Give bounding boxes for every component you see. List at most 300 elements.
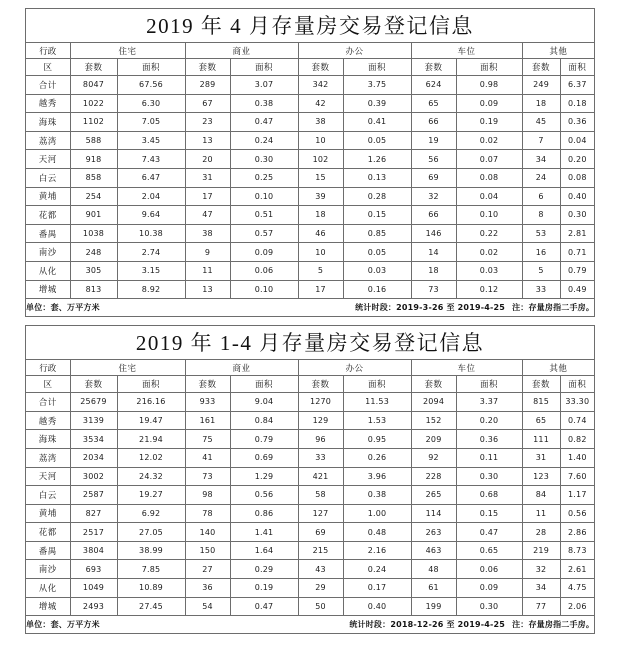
table-cell: 0.17 (343, 579, 411, 598)
header-group-row (26, 43, 594, 59)
table-cell: 0.02 (456, 131, 522, 150)
row-header-district: 天河 (26, 150, 70, 169)
table-cell: 827 (70, 504, 117, 523)
header-sub-parking-count: 套数 (411, 59, 456, 76)
header-sub-office-area: 面积 (343, 59, 411, 76)
header-sub-residential-area: 面积 (117, 59, 185, 76)
table-cell: 38 (298, 113, 343, 132)
table-cell: 1.29 (230, 467, 298, 486)
table-cell: 0.20 (560, 150, 594, 169)
table-cell: 8.73 (560, 541, 594, 560)
table-cell: 7.85 (117, 560, 185, 579)
table-cell: 67.56 (117, 76, 185, 95)
row-header-district: 番禺 (26, 541, 70, 560)
table-cell: 8.92 (117, 280, 185, 299)
footnote-row (26, 616, 594, 634)
table-cell: 0.30 (456, 597, 522, 616)
table-cell: 219 (522, 541, 560, 560)
table-cell: 0.13 (343, 168, 411, 187)
table-cell: 0.56 (230, 486, 298, 505)
table-cell: 33 (522, 280, 560, 299)
table-cell: 0.12 (456, 280, 522, 299)
table-row (26, 206, 594, 225)
table-row (26, 411, 594, 430)
table-cell: 66 (411, 206, 456, 225)
table-cell: 58 (298, 486, 343, 505)
table-cell: 0.02 (456, 243, 522, 262)
table-cell: 2.04 (117, 187, 185, 206)
table-row (26, 448, 594, 467)
table-cell: 0.04 (560, 131, 594, 150)
table-cell: 3.07 (230, 76, 298, 95)
table-row (26, 168, 594, 187)
header-corner-line2: 区 (26, 376, 70, 393)
header-group-other: 其他 (522, 360, 594, 376)
table-cell: 0.56 (560, 504, 594, 523)
table-cell: 146 (411, 224, 456, 243)
table-cell: 2.81 (560, 224, 594, 243)
table-cell: 41 (185, 448, 230, 467)
table-cell: 0.69 (230, 448, 298, 467)
footnote-row (26, 299, 594, 317)
header-sub-row (26, 59, 594, 76)
table-body (26, 76, 594, 299)
table-cell: 45 (522, 113, 560, 132)
table-cell: 0.18 (560, 94, 594, 113)
table-cell: 0.09 (230, 243, 298, 262)
table-cell: 263 (411, 523, 456, 542)
table-cell: 77 (522, 597, 560, 616)
table-cell: 19.27 (117, 486, 185, 505)
table-cell: 0.30 (560, 206, 594, 225)
table-cell: 20 (185, 150, 230, 169)
table-cell: 75 (185, 430, 230, 449)
table-cell: 0.40 (560, 187, 594, 206)
table-cell: 0.16 (343, 280, 411, 299)
table-header (26, 360, 594, 393)
table-title-row (26, 9, 594, 43)
table-cell: 265 (411, 486, 456, 505)
row-header-district: 白云 (26, 168, 70, 187)
header-sub-office-count: 套数 (298, 376, 343, 393)
table-row (26, 430, 594, 449)
table-cell: 0.07 (456, 150, 522, 169)
table-cell: 7.43 (117, 150, 185, 169)
table-cell: 2034 (70, 448, 117, 467)
table-cell: 24.32 (117, 467, 185, 486)
table-cell: 123 (522, 467, 560, 486)
footnote-period: 统计时段：2019-3-26 至 2019-4-25 (355, 303, 506, 313)
table-cell: 24 (522, 168, 560, 187)
table-header (26, 43, 594, 76)
table-cell: 54 (185, 597, 230, 616)
report-table-block-cumulative (25, 325, 595, 634)
table-cell: 78 (185, 504, 230, 523)
table-cell: 10.89 (117, 579, 185, 598)
table-cell: 199 (411, 597, 456, 616)
table-cell: 48 (411, 560, 456, 579)
table-row (26, 224, 594, 243)
table-cell: 161 (185, 411, 230, 430)
row-header-district: 越秀 (26, 94, 70, 113)
table-cell: 2.86 (560, 523, 594, 542)
table-cell: 9.64 (117, 206, 185, 225)
table-cell: 209 (411, 430, 456, 449)
row-header-district: 南沙 (26, 243, 70, 262)
table-cell: 8 (522, 206, 560, 225)
row-header-district: 天河 (26, 467, 70, 486)
table-cell: 2517 (70, 523, 117, 542)
table-cell: 0.24 (343, 560, 411, 579)
header-sub-residential-count: 套数 (70, 59, 117, 76)
table-cell: 150 (185, 541, 230, 560)
footnote-unit: 单位：套、万平方米 (26, 303, 100, 313)
row-header-district: 花都 (26, 206, 70, 225)
table-cell: 0.30 (230, 150, 298, 169)
table-cell: 98 (185, 486, 230, 505)
table-cell: 0.74 (560, 411, 594, 430)
table-cell: 0.57 (230, 224, 298, 243)
table-cell: 7 (522, 131, 560, 150)
table-cell: 0.49 (560, 280, 594, 299)
table-cell: 17 (185, 187, 230, 206)
table-row (26, 486, 594, 505)
table-cell: 8047 (70, 76, 117, 95)
table-cell: 14 (411, 243, 456, 262)
table-cell: 0.08 (456, 168, 522, 187)
table-cell: 0.38 (230, 94, 298, 113)
table-cell: 0.24 (230, 131, 298, 150)
table-cell: 47 (185, 206, 230, 225)
table-cell: 249 (522, 76, 560, 95)
row-header-district: 南沙 (26, 560, 70, 579)
table-cell: 67 (185, 94, 230, 113)
table-cell: 0.48 (343, 523, 411, 542)
table-row (26, 467, 594, 486)
table-cell: 16 (522, 243, 560, 262)
table-cell: 25679 (70, 393, 117, 412)
row-header-district: 荔湾 (26, 448, 70, 467)
table-cell: 0.41 (343, 113, 411, 132)
table-cell: 33 (298, 448, 343, 467)
table-cell: 1049 (70, 579, 117, 598)
table-cell: 0.08 (560, 168, 594, 187)
header-group-parking: 车位 (411, 43, 522, 59)
table-cell: 0.03 (456, 261, 522, 280)
header-group-commercial: 商业 (185, 360, 298, 376)
table-cell: 9.04 (230, 393, 298, 412)
table-cell: 6.30 (117, 94, 185, 113)
table-cell: 0.86 (230, 504, 298, 523)
table-cell: 19 (411, 131, 456, 150)
table-cell: 918 (70, 150, 117, 169)
table-cell: 0.19 (456, 113, 522, 132)
table-cell: 0.38 (343, 486, 411, 505)
table-row (26, 243, 594, 262)
table-cell: 5 (298, 261, 343, 280)
table-cell: 0.05 (343, 131, 411, 150)
table-cell: 0.05 (343, 243, 411, 262)
footnote-note: 注：存量房指二手房。 (512, 620, 595, 630)
row-header-district: 合计 (26, 393, 70, 412)
table-cell: 0.40 (343, 597, 411, 616)
table-cell: 102 (298, 150, 343, 169)
table-cell: 0.09 (456, 579, 522, 598)
header-group-other: 其他 (522, 43, 594, 59)
table-cell: 254 (70, 187, 117, 206)
table-cell: 2.74 (117, 243, 185, 262)
header-sub-parking-count: 套数 (411, 376, 456, 393)
header-corner-line2: 区 (26, 59, 70, 76)
table-cell: 69 (411, 168, 456, 187)
table-cell: 92 (411, 448, 456, 467)
table-cell: 0.25 (230, 168, 298, 187)
table-cell: 66 (411, 113, 456, 132)
table-cell: 1.64 (230, 541, 298, 560)
table-cell: 0.03 (343, 261, 411, 280)
table-cell: 0.29 (230, 560, 298, 579)
header-sub-parking-area: 面积 (456, 59, 522, 76)
table-cell: 27.45 (117, 597, 185, 616)
table-title-row (26, 326, 594, 360)
table-cell: 69 (298, 523, 343, 542)
table-cell: 1.00 (343, 504, 411, 523)
table-cell: 0.15 (343, 206, 411, 225)
table-cell: 0.47 (230, 597, 298, 616)
table-cell: 6.37 (560, 76, 594, 95)
header-sub-office-area: 面积 (343, 376, 411, 393)
table-cell: 2094 (411, 393, 456, 412)
table-row (26, 560, 594, 579)
header-group-residential: 住宅 (70, 43, 185, 59)
table-cell: 127 (298, 504, 343, 523)
table-cell: 1.26 (343, 150, 411, 169)
table-row (26, 187, 594, 206)
table-cell: 0.47 (456, 523, 522, 542)
data-table-monthly (26, 43, 594, 317)
table-cell: 73 (411, 280, 456, 299)
table-cell: 9 (185, 243, 230, 262)
header-sub-row (26, 376, 594, 393)
table-cell: 7.60 (560, 467, 594, 486)
table-cell: 0.71 (560, 243, 594, 262)
table-cell: 0.36 (456, 430, 522, 449)
table-cell: 18 (298, 206, 343, 225)
row-header-district: 增城 (26, 597, 70, 616)
table-cell: 215 (298, 541, 343, 560)
table-cell: 421 (298, 467, 343, 486)
table-cell: 0.06 (456, 560, 522, 579)
table-row (26, 76, 594, 95)
table-cell: 289 (185, 76, 230, 95)
table-cell: 34 (522, 150, 560, 169)
header-sub-residential-area: 面积 (117, 376, 185, 393)
table-cell: 0.39 (343, 94, 411, 113)
table-cell: 0.65 (456, 541, 522, 560)
table-row (26, 541, 594, 560)
row-header-district: 荔湾 (26, 131, 70, 150)
table-cell: 38 (185, 224, 230, 243)
header-group-parking: 车位 (411, 360, 522, 376)
row-header-district: 越秀 (26, 411, 70, 430)
table-cell: 23 (185, 113, 230, 132)
header-sub-other-area: 面积 (560, 376, 594, 393)
table-cell: 21.94 (117, 430, 185, 449)
row-header-district: 合计 (26, 76, 70, 95)
table-cell: 2.61 (560, 560, 594, 579)
table-cell: 2493 (70, 597, 117, 616)
row-header-district: 白云 (26, 486, 70, 505)
page-title-secondary: 2019 年 1-4 月存量房交易登记信息 (135, 331, 485, 356)
footnote-unit: 单位：套、万平方米 (26, 620, 100, 630)
header-group-commercial: 商业 (185, 43, 298, 59)
table-cell: 0.36 (560, 113, 594, 132)
table-cell: 0.79 (560, 261, 594, 280)
header-sub-commercial-count: 套数 (185, 376, 230, 393)
table-cell: 29 (298, 579, 343, 598)
table-cell: 0.09 (456, 94, 522, 113)
table-cell: 693 (70, 560, 117, 579)
table-cell: 933 (185, 393, 230, 412)
table-cell: 3534 (70, 430, 117, 449)
table-cell: 13 (185, 280, 230, 299)
table-cell: 0.10 (230, 187, 298, 206)
table-cell: 248 (70, 243, 117, 262)
data-table-cumulative (26, 360, 594, 634)
page-title: 2019 年 4 月存量房交易登记信息 (146, 14, 474, 38)
table-cell: 0.04 (456, 187, 522, 206)
table-cell: 858 (70, 168, 117, 187)
table-cell: 73 (185, 467, 230, 486)
table-footnote (26, 299, 594, 317)
table-cell: 1038 (70, 224, 117, 243)
table-cell: 11 (185, 261, 230, 280)
table-cell: 0.15 (456, 504, 522, 523)
table-row (26, 261, 594, 280)
table-cell: 129 (298, 411, 343, 430)
table-row (26, 579, 594, 598)
table-cell: 3.37 (456, 393, 522, 412)
table-cell: 1270 (298, 393, 343, 412)
header-group-row (26, 360, 594, 376)
table-cell: 815 (522, 393, 560, 412)
table-cell: 10.38 (117, 224, 185, 243)
table-cell: 27 (185, 560, 230, 579)
table-cell: 34 (522, 579, 560, 598)
table-cell: 0.11 (456, 448, 522, 467)
row-header-district: 从化 (26, 579, 70, 598)
table-cell: 5 (522, 261, 560, 280)
row-header-district: 花都 (26, 523, 70, 542)
table-cell: 6.92 (117, 504, 185, 523)
header-group-residential: 住宅 (70, 360, 185, 376)
table-cell: 3.45 (117, 131, 185, 150)
table-row (26, 523, 594, 542)
table-cell: 901 (70, 206, 117, 225)
header-sub-commercial-area: 面积 (230, 376, 298, 393)
table-row (26, 94, 594, 113)
table-cell: 3.96 (343, 467, 411, 486)
table-cell: 3.15 (117, 261, 185, 280)
table-cell: 0.47 (230, 113, 298, 132)
table-row (26, 113, 594, 132)
header-corner-line1: 行政 (26, 43, 70, 59)
row-header-district: 海珠 (26, 430, 70, 449)
table-cell: 3804 (70, 541, 117, 560)
header-sub-commercial-count: 套数 (185, 59, 230, 76)
table-cell: 0.98 (456, 76, 522, 95)
header-sub-other-count: 套数 (522, 59, 560, 76)
table-cell: 1022 (70, 94, 117, 113)
footnote-cell (26, 299, 594, 317)
table-cell: 6 (522, 187, 560, 206)
table-cell: 18 (411, 261, 456, 280)
header-sub-other-area: 面积 (560, 59, 594, 76)
table-cell: 31 (185, 168, 230, 187)
header-sub-residential-count: 套数 (70, 376, 117, 393)
row-header-district: 番禺 (26, 224, 70, 243)
table-cell: 0.28 (343, 187, 411, 206)
table-cell: 0.10 (456, 206, 522, 225)
table-cell: 0.68 (456, 486, 522, 505)
table-cell: 2.16 (343, 541, 411, 560)
row-header-district: 黄埔 (26, 504, 70, 523)
table-cell: 3139 (70, 411, 117, 430)
table-cell: 11 (522, 504, 560, 523)
table-cell: 84 (522, 486, 560, 505)
table-cell: 31 (522, 448, 560, 467)
table-cell: 11.53 (343, 393, 411, 412)
table-cell: 1.17 (560, 486, 594, 505)
table-cell: 0.51 (230, 206, 298, 225)
table-cell: 1.41 (230, 523, 298, 542)
table-cell: 813 (70, 280, 117, 299)
header-sub-other-count: 套数 (522, 376, 560, 393)
table-row (26, 597, 594, 616)
table-cell: 0.06 (230, 261, 298, 280)
footnote-cell (26, 616, 594, 634)
table-cell: 1.40 (560, 448, 594, 467)
header-group-office: 办公 (298, 43, 411, 59)
table-cell: 0.30 (456, 467, 522, 486)
table-cell: 53 (522, 224, 560, 243)
table-cell: 0.85 (343, 224, 411, 243)
table-cell: 216.16 (117, 393, 185, 412)
table-row (26, 131, 594, 150)
table-cell: 56 (411, 150, 456, 169)
table-cell: 0.10 (230, 280, 298, 299)
header-sub-office-count: 套数 (298, 59, 343, 76)
table-cell: 46 (298, 224, 343, 243)
table-cell: 6.47 (117, 168, 185, 187)
table-cell: 17 (298, 280, 343, 299)
table-cell: 19.47 (117, 411, 185, 430)
table-footnote (26, 616, 594, 634)
table-cell: 0.26 (343, 448, 411, 467)
table-cell: 12.02 (117, 448, 185, 467)
table-cell: 4.75 (560, 579, 594, 598)
table-cell: 463 (411, 541, 456, 560)
table-cell: 588 (70, 131, 117, 150)
table-cell: 28 (522, 523, 560, 542)
table-row (26, 504, 594, 523)
table-cell: 3.75 (343, 76, 411, 95)
table-cell: 15 (298, 168, 343, 187)
table-cell: 18 (522, 94, 560, 113)
header-group-office: 办公 (298, 360, 411, 376)
table-row (26, 150, 594, 169)
table-cell: 0.22 (456, 224, 522, 243)
